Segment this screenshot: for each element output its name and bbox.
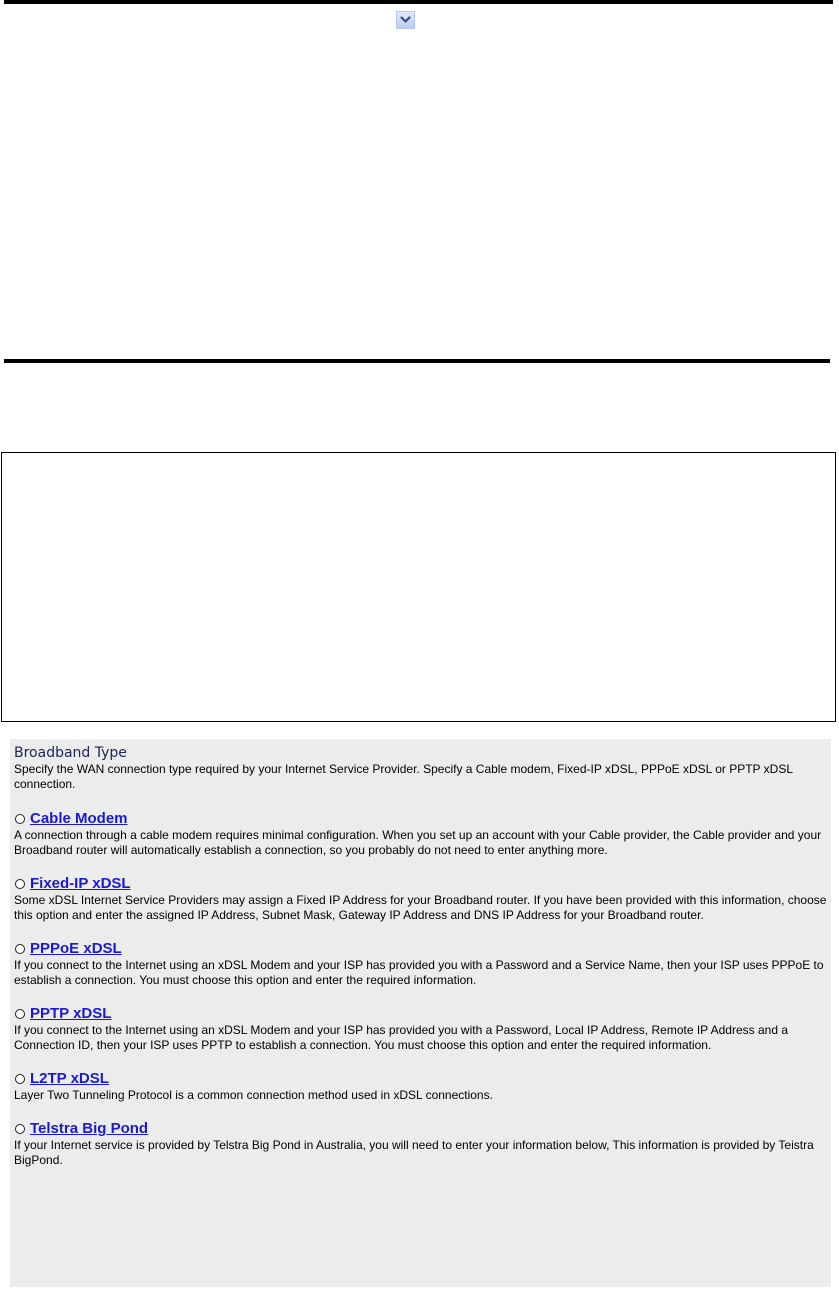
pppoe-xdsl-description: If you connect to the Internet using an xDSL Modem and your ISP has provided you with a Password and a Service Name, then your ISP uses PPPoE to establish a connection. You must choose this option and enter the required information. [14,958,824,987]
telstra-big-pond-radio[interactable] [15,1124,25,1134]
pppoe-xdsl-radio[interactable] [15,944,25,954]
telstra-big-pond-link[interactable]: Telstra Big Pond [30,1120,149,1137]
dropdown-button[interactable] [396,11,415,29]
pppoe-xdsl-link[interactable]: PPPoE xDSL [30,940,122,957]
option-pptp-xdsl [14,1004,827,1053]
cable-modem-description: A connection through a cable modem requires minimal configuration. When you set up an account with your Cable provider, the Cable provider and your Broadband router will automatically establish a connection, so you probably do not need to enter anything more. [14,828,822,857]
option-cable-modem [14,809,827,858]
option-pppoe-xdsl [14,939,827,988]
fixed-ip-xdsl-description: Some xDSL Internet Service Providers may assign a Fixed IP Address for your Broadband router. If you have been provided with this information, choose this option and enter the assigned IP Address, Subnet Mask, Gateway IP Address and DNS IP Address for your Broadband router. [14,893,827,922]
telstra-big-pond-description: If your Internet service is provided by Telstra Big Pond in Australia, you will need to enter your information below, This information is provided by Teistra BigPond. [14,1138,814,1167]
panel-intro: Specify the WAN connection type required by your Internet Service Provider. Specify a Cable modem, Fixed-IP xDSL, PPPoE xDSL or PPTP xDSL connection. [14,762,793,791]
panel-title: Broadband Type [14,745,127,761]
option-fixed-ip-xdsl [14,874,827,923]
section-divider [4,359,830,363]
pptp-xdsl-radio[interactable] [15,1009,25,1019]
top-divider [4,0,833,4]
cable-modem-radio[interactable] [15,814,25,824]
fixed-ip-xdsl-link[interactable]: Fixed-IP xDSL [30,875,131,892]
chevron-down-icon [400,16,411,24]
l2tp-xdsl-radio[interactable] [15,1074,25,1084]
option-telstra-big-pond [14,1119,827,1168]
option-l2tp-xdsl [14,1069,827,1103]
broadband-type-panel [10,739,831,1287]
fixed-ip-xdsl-radio[interactable] [15,879,25,889]
cable-modem-link[interactable]: Cable Modem [30,810,128,827]
pptp-xdsl-link[interactable]: PPTP xDSL [30,1005,112,1022]
empty-frame [1,452,836,722]
l2tp-xdsl-description: Layer Two Tunneling Protocol is a common connection method used in xDSL connections. [14,1088,493,1102]
pptp-xdsl-description: If you connect to the Internet using an xDSL Modem and your ISP has provided you with a Password, Local IP Address, Remote IP Address and a Connection ID, then your ISP uses PPTP to establish a connection. You must choose this option and enter the required information. [14,1023,789,1052]
l2tp-xdsl-link[interactable]: L2TP xDSL [30,1070,109,1087]
